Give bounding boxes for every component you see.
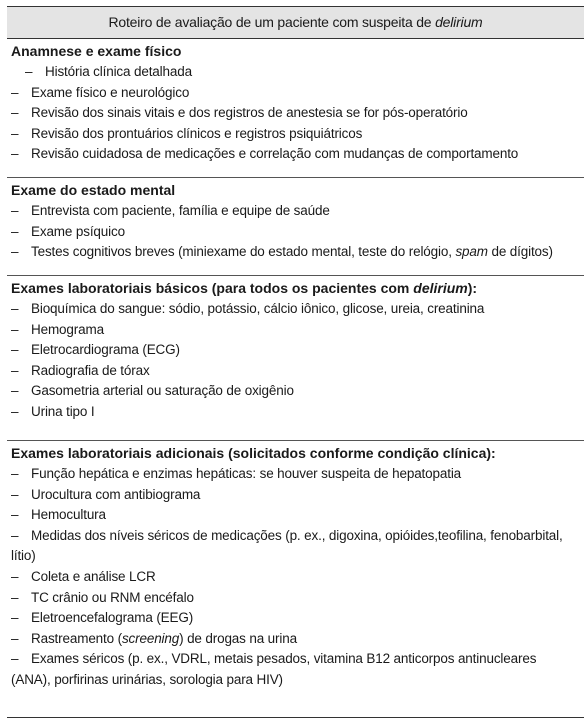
section-heading bbox=[7, 278, 584, 299]
dash: – bbox=[11, 589, 19, 605]
list-item-text: Revisão cuidadosa de medicações e correlação com mudanças de comportamento bbox=[31, 146, 519, 162]
dash: – bbox=[11, 244, 19, 260]
heading-text: ): bbox=[467, 280, 478, 296]
dash: – bbox=[11, 223, 19, 239]
dash: – bbox=[11, 105, 19, 121]
list-item-text: Bioquímica do sangue: sódio, potássio, cálcio iônico, glicose, ureia, creatinina bbox=[31, 301, 485, 316]
list-item-text: Rastreamento ( bbox=[31, 630, 122, 646]
list-item-text: Coleta e análise LCR bbox=[31, 568, 156, 584]
heading-text: Exames laboratoriais básicos (para todos os pacientes com bbox=[11, 280, 414, 296]
list-item-text: Entrevista com paciente, família e equipe de saúde bbox=[31, 203, 330, 218]
list-item-text: Exame físico e neurológico bbox=[31, 84, 190, 100]
dash: – bbox=[11, 362, 19, 378]
dash: – bbox=[11, 651, 19, 667]
dash: – bbox=[25, 64, 33, 79]
dash: – bbox=[11, 146, 19, 162]
section-heading: Exame do estado mental bbox=[11, 182, 176, 198]
list-item-text: Medidas dos níveis séricos de medicações (p. ex., digoxina, opióides,teofilina, fenobarbital, lítio) bbox=[11, 527, 563, 564]
heading-italic: delirium bbox=[413, 280, 468, 296]
list-item bbox=[7, 242, 584, 263]
list-item bbox=[7, 608, 584, 629]
dash: – bbox=[11, 486, 19, 502]
dash: – bbox=[11, 203, 19, 218]
list-item bbox=[7, 361, 584, 382]
list-item-text: ) de drogas na urina bbox=[179, 630, 297, 646]
dash: – bbox=[11, 383, 19, 399]
dash: – bbox=[11, 568, 19, 584]
list-item bbox=[7, 588, 584, 609]
list-item bbox=[7, 526, 584, 567]
list-item-text: Urocultura com antibiograma bbox=[31, 486, 201, 502]
dash: – bbox=[11, 610, 19, 626]
dash: – bbox=[11, 342, 19, 358]
list-item-text: História clínica detalhada bbox=[45, 64, 192, 79]
list-item bbox=[7, 320, 584, 341]
section-laboratoriais-basicos bbox=[7, 275, 584, 440]
list-item bbox=[7, 649, 584, 690]
list-item bbox=[7, 299, 584, 320]
list-item bbox=[7, 144, 584, 165]
dash: – bbox=[11, 403, 19, 419]
list-item bbox=[7, 83, 584, 104]
list-item bbox=[7, 222, 584, 243]
section-laboratoriais-adicionais bbox=[7, 440, 584, 717]
section-heading: Anamnese e exame físico bbox=[11, 43, 182, 59]
table-title-text: Roteiro de avaliação de um paciente com suspeita de bbox=[108, 14, 436, 30]
dash: – bbox=[11, 84, 19, 100]
list-item-text: Testes cognitivos breves (miniexame do estado mental, teste do relógio, bbox=[31, 244, 456, 260]
dash: – bbox=[11, 527, 19, 543]
list-item-text: Radiografia de tórax bbox=[31, 362, 150, 378]
dash: – bbox=[11, 630, 19, 646]
list-item bbox=[7, 629, 584, 650]
list-item-text: Exame psíquico bbox=[31, 223, 125, 239]
dash: – bbox=[11, 466, 19, 481]
list-item bbox=[7, 124, 584, 145]
list-item-italic: screening bbox=[121, 630, 180, 646]
list-item bbox=[7, 402, 584, 423]
evaluation-table bbox=[7, 6, 584, 718]
list-item-text: Gasometria arterial ou saturação de oxigênio bbox=[31, 383, 294, 399]
list-item-text: Hemograma bbox=[31, 321, 104, 337]
list-item-text: Função hepática e enzimas hepáticas: se houver suspeita de hepatopatia bbox=[31, 466, 462, 481]
list-item-text: Hemocultura bbox=[31, 507, 106, 523]
list-item-text: Revisão dos prontuários clínicos e registros psiquiátricos bbox=[31, 125, 363, 141]
list-item bbox=[7, 201, 584, 222]
table-title-italic: delirium bbox=[435, 14, 483, 30]
list-item-text: Exames séricos (p. ex., VDRL, metais pesados, vitamina B12 anticorpos antinucleares (ANA), porfirinas urinárias, sorologia para HIV) bbox=[11, 651, 537, 687]
dash: – bbox=[11, 125, 19, 141]
list-item bbox=[7, 567, 584, 588]
section-anamnese bbox=[7, 39, 584, 177]
list-item-italic: spam bbox=[455, 244, 488, 260]
dash: – bbox=[11, 507, 19, 523]
dash: – bbox=[11, 301, 19, 316]
list-item-text: Eletrocardiograma (ECG) bbox=[31, 342, 180, 358]
list-item-text: Urina tipo I bbox=[31, 403, 95, 419]
list-item bbox=[7, 340, 584, 361]
list-item bbox=[7, 485, 584, 506]
list-item bbox=[7, 464, 584, 485]
list-item-text: de dígitos) bbox=[487, 244, 553, 260]
section-estado-mental bbox=[7, 177, 584, 275]
list-item-text: Eletroencefalograma (EEG) bbox=[31, 610, 194, 626]
table-title bbox=[7, 7, 584, 39]
list-item bbox=[7, 62, 584, 83]
list-item bbox=[7, 381, 584, 402]
list-item-text: Revisão dos sinais vitais e dos registros de anestesia se for pós-operatório bbox=[31, 105, 468, 121]
list-item bbox=[7, 103, 584, 124]
section-heading: Exames laboratoriais adicionais (solicitados conforme condição clínica): bbox=[11, 445, 496, 461]
list-item bbox=[7, 505, 584, 526]
list-item-text: TC crânio ou RNM encéfalo bbox=[31, 589, 194, 605]
dash: – bbox=[11, 321, 19, 337]
